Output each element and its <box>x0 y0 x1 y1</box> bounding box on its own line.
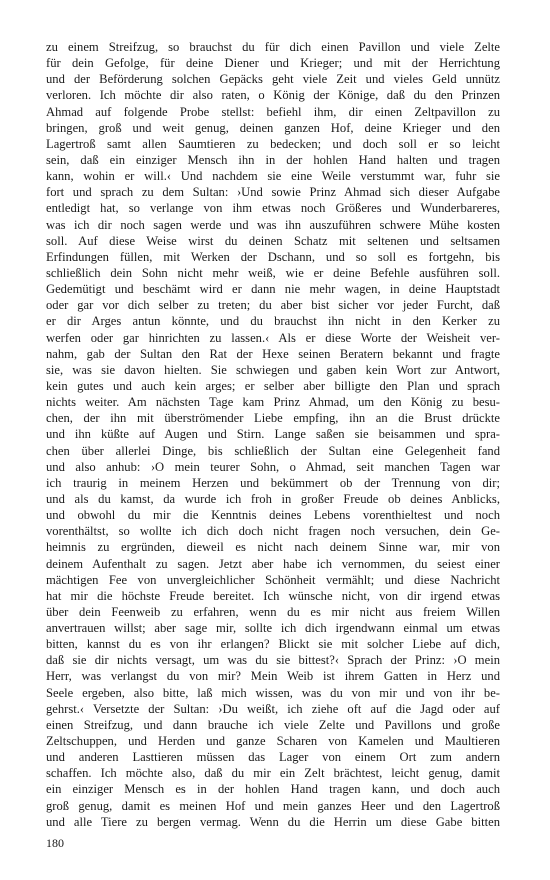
text-line: Seele ergeben, also bitte, laß mich wissen, was du von mir und von ihr be- <box>46 685 500 700</box>
text-line: einen Streifzug, und dann brauche ich viele Zelte und Pavillons und große <box>46 717 500 732</box>
text-line: und der Beförderung solchen Gepäcks geht viele Zeit und vieles Geld unnütz <box>46 72 500 87</box>
text-line: über dein Feenweib zu erfahren, wenn du es mir nicht aus freiem Willen <box>46 604 500 619</box>
text-line: fort und sprach zu dem Sultan: ›Und sowie Prinz Ahmad sich dieser Aufgabe <box>46 185 500 200</box>
text-line: chen, der ihn mit überströmender Liebe empfing, ihn an die Brust drückte <box>46 411 500 426</box>
text-line: und als du kamst, da wurde ich froh in großer Freude ob deines Anblicks, <box>46 491 500 506</box>
text-line: mächtigen Fee von unvergleichlicher Schönheit vermählt; und diese Nachricht <box>46 572 500 587</box>
text-line: deinem Aufenthalt zu sagen. Jetzt aber habe ich vernommen, du seiest einer <box>46 556 500 571</box>
text-line: chen über allerlei Dinge, bis schließlich der Sultan eine Gelegenheit fand <box>46 443 500 458</box>
text-line: kann, wohin er will.‹ Und nachdem sie eine Weile verstummt war, fuhr sie <box>46 169 500 184</box>
text-line: Gedemütigt und beschämt wird er dann nie mehr wagen, in deine Hauptstadt <box>46 282 500 297</box>
text-line: sein, daß ein einziger Mensch ihn in der hohlen Hand halten und tragen <box>46 152 500 167</box>
text-line: kein gutes und auch kein arges; er selber aber billigte den Plan und sprach <box>46 378 500 393</box>
text-line: groß genug, damit es meinen Hof und mein ganzes Heer und den Lagertroß <box>46 798 500 813</box>
text-line: ein einziger Mensch es in der hohlen Hand tragen kann, und doch auch <box>46 782 500 797</box>
text-line: sie, was sie davon hielten. Sie schwiegen und gaben kein Wort zur Antwort, <box>46 362 500 377</box>
text-line: daß sie dir nichts versagt, um was du sie bittest?‹ Sprach der Prinz: ›O mein <box>46 653 500 668</box>
body-text <box>46 39 500 830</box>
text-line: schließlich dein Sohn nicht mehr weiß, wie er deine Befehle ausführen soll. <box>46 265 500 280</box>
text-line: soll. Auf diese Weise wirst du deinen Schatz mit seltenen und seltsamen <box>46 233 500 248</box>
text-line: Ahmad auf folgende Probe stellst: befiehl ihm, dir einen Zeltpavillon zu <box>46 104 500 119</box>
text-line: verloren. Ich möchte dir also raten, o König der Könige, daß du den Prinzen <box>46 88 500 103</box>
text-line: nichts weiter. Am nächsten Tage kam Prinz Ahmad, um den König zu besu- <box>46 395 500 410</box>
text-line: ich traurig in meinem Herzen und bekümmert ob der Trennung von dir; <box>46 475 500 490</box>
text-line: und anderen Lasttieren müssen das Lager von einem Ort zum andern <box>46 750 500 765</box>
text-line: heimnis zu ergründen, dieweil es nicht nach deinem Sinne war, mir von <box>46 540 500 555</box>
text-line: vorenthältst, so wollte ich dich doch nicht fragen noch versuchen, dein Ge- <box>46 524 500 539</box>
text-line: nahm, gab der Sultan den Rat der Hexe seinen Beratern bekannt und fragte <box>46 346 500 361</box>
text-line: bringen, groß und weit genug, deinen ganzen Hof, deine Krieger und den <box>46 120 500 135</box>
text-line: und ihn küßte auf Augen und Stirn. Lange saßen sie beisammen und spra- <box>46 427 500 442</box>
text-line: Lagertroß samt allen Saumtieren zu bedecken; und doch soll er so leicht <box>46 136 500 151</box>
text-line: gehrst.‹ Versetzte der Sultan: ›Du weißt, ich ziehe oft auf die Jagd oder auf <box>46 701 500 716</box>
page-number: 180 <box>46 836 64 850</box>
text-line: er dir Arges antun könnte, und du brauchst ihn nicht in den Kerker zu <box>46 314 500 329</box>
text-line: bitten, kannst du es von ihr erlangen? Blickt sie mit solcher Liebe auf dich, <box>46 637 500 652</box>
text-line: schaffen. Ich möchte also, daß du mir ein Zelt brächtest, leicht genug, damit <box>46 766 500 781</box>
text-line: für dein Gefolge, für deine Diener und Krieger; und mit der Herrichtung <box>46 56 500 71</box>
text-line: was ich dir noch sagen werde und was ihn auszuführen schwere Mühe kosten <box>46 217 500 232</box>
text-line: oder gar vor dich selber zu treten; du aber bist sicher vor jeder Furcht, daß <box>46 298 500 313</box>
text-line: und alle Tiere zu bergen vermag. Wenn du die Herrin um diese Gabe bitten <box>46 814 500 829</box>
text-line: entledigt hat, so verlange von ihm etwas noch Größeres und Wunderbareres, <box>46 201 500 216</box>
text-line: Zeltschuppen, und Herden und ganze Scharen von Kamelen und Maultieren <box>46 734 500 749</box>
text-line: werfen oder gar hinrichten zu lassen.‹ Als er diese Worte der Weisheit ver- <box>46 330 500 345</box>
text-line: Herr, was verlangst du von mir? Mein Weib ist ihrem Gatten in Herz und <box>46 669 500 684</box>
text-line: anvertrauen willst; aber sage mir, sollte ich dich irgendwann einmal um etwas <box>46 621 500 636</box>
text-line: zu einem Streifzug, so brauchst du für dich einen Pavillon und viele Zelte <box>46 40 500 54</box>
text-line: und obwohl du mir die Kenntnis deines Lebens vorenthieltest und noch <box>46 508 500 523</box>
text-line: Erfindungen füllen, mit Werken der Dschann, und so soll es fortgehn, bis <box>46 249 500 264</box>
text-line: und also anhub: ›O mein teurer Sohn, o Ahmad, seit manchen Tagen war <box>46 459 500 474</box>
text-line: hat mir die höchste Freude bereitet. Ich wünsche nicht, von dir irgend etwas <box>46 588 500 603</box>
